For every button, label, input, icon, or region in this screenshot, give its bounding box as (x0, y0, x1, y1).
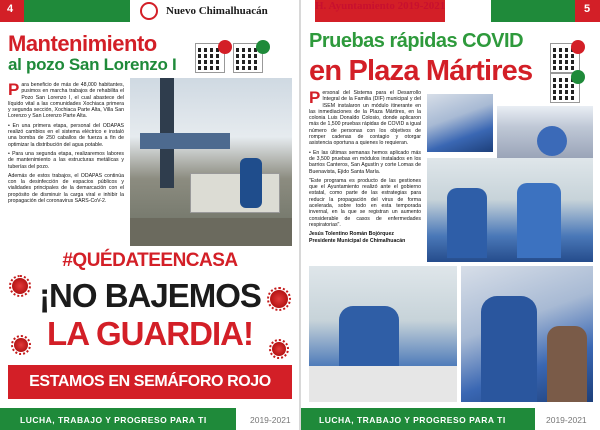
right-title-line2: en Plaza Mártires (309, 55, 533, 87)
left-footer-years: 2019-2021 (250, 415, 291, 425)
campaign-line2: LA GUARDIA! (47, 315, 253, 352)
campaign-box (8, 250, 292, 410)
right-title-line1: Pruebas rápidas COVID (309, 30, 524, 52)
signature-name: Jesús Tolentino Román Bojórquez (309, 231, 394, 238)
right-quote: "Este programa es producto de las gestiones que el Ayuntamiento realizó ante el gobierno estatal, como parte de las estrategias para reducir la propagación del virus de forma acelerada, sobre todo en esta temporada invernal, en la que se registran un aumento considerable de casos de enfermedades respiratorias". (309, 177, 421, 228)
right-para2: • En las últimas semanas hemos aplicado más de 3,500 pruebas en módulos instalados en los barrios Canteros, San Agustín y corte Lomas de Buenavista, Ejido Santa María. (309, 149, 421, 175)
left-para3: • Para una segunda etapa, realizaremos labores de mantenimiento a las estructuras metálicas y tuberías del pozo. (8, 150, 124, 170)
left-header-title: Nuevo Chimalhuacán (166, 5, 268, 17)
right-para1: ersonal del Sistema para el Desarrollo Integral de la Familia (DIF) municipal y del ISEM instalaron un módulo itinerante en las inmediaciones de la Plaza Mártires, en la colonia Luis Donaldo Colosio, donde aplicaron más de 1,500 pruebas rápidas de COVID a igual número de personas con los objetivos de romper cadenas de contagio y otorgar asistencia oportuna a quienes lo requieran. (309, 90, 421, 147)
right-header-title: H. Ayuntamiento 2019-2021 (315, 0, 445, 22)
logo-icon (140, 2, 158, 20)
left-header (0, 0, 299, 22)
right-footer-slogan: LUCHA, TRABAJO Y PROGRESO PARA TI (319, 415, 506, 425)
ws-badge-icon (256, 40, 270, 54)
left-para2: • En una primera etapa, personal del ODAPAS realizó cambios en el sistema eléctrico e instaló una bomba de 250 caballos de fuerza a fin de optimizar la distribución del agua potable. (8, 122, 124, 148)
testing-photo-1 (427, 94, 493, 152)
semaforo-banner: ESTAMOS EN SEMÁFORO ROJO (8, 365, 292, 399)
testing-photo-2 (497, 106, 593, 158)
dropcap: P (8, 80, 20, 99)
left-page (0, 0, 299, 430)
ws-badge-icon (571, 70, 585, 84)
testing-photo-4 (309, 266, 457, 402)
fb-badge-icon (218, 40, 232, 54)
testing-photo-3 (427, 158, 593, 262)
right-page-number: 5 (584, 3, 591, 15)
left-footer (0, 408, 299, 430)
right-header (301, 0, 600, 22)
right-article-body (309, 90, 421, 247)
right-page (301, 0, 600, 430)
left-page-number: 4 (7, 3, 14, 15)
testing-photo-5 (461, 266, 593, 402)
fb-badge-icon (571, 40, 585, 54)
campaign-hashtag: #QUÉDATEENCASA (62, 250, 238, 271)
right-footer (301, 408, 600, 430)
right-footer-years: 2019-2021 (546, 415, 587, 425)
pump-station-photo (130, 78, 292, 246)
left-para1: ara beneficio de más de 48,000 habitantes, pusimos en marcha trabajos de rehabilita el Pozo San Lorenzo I, el cual abastece del líquido vital a las comunidades Xochiaca primera y segunda sección, Xochiaca Parte Alta, Villa San Lorenzo y San Lorenzo Parte Alta. (8, 82, 124, 120)
left-title-line2: al pozo San Lorenzo I (8, 55, 177, 74)
left-title-line1: Mantenimiento (8, 31, 157, 56)
campaign-line1: ¡NO BAJEMOS (39, 277, 261, 314)
left-article-body (8, 82, 124, 207)
dropcap: P (309, 88, 321, 107)
left-para4: Además de estos trabajos, el ODAPAS continúa con la desinfección de espacios públicos y vialidades principales de la demarcación con el propósito de disminuir la carga viral e inhibir la propagación del coronavirus SARS-CoV-2. (8, 172, 124, 205)
signature-title: Presidente Municipal de Chimalhuacán (309, 237, 406, 244)
left-footer-slogan: LUCHA, TRABAJO Y PROGRESO PARA TI (20, 415, 207, 425)
